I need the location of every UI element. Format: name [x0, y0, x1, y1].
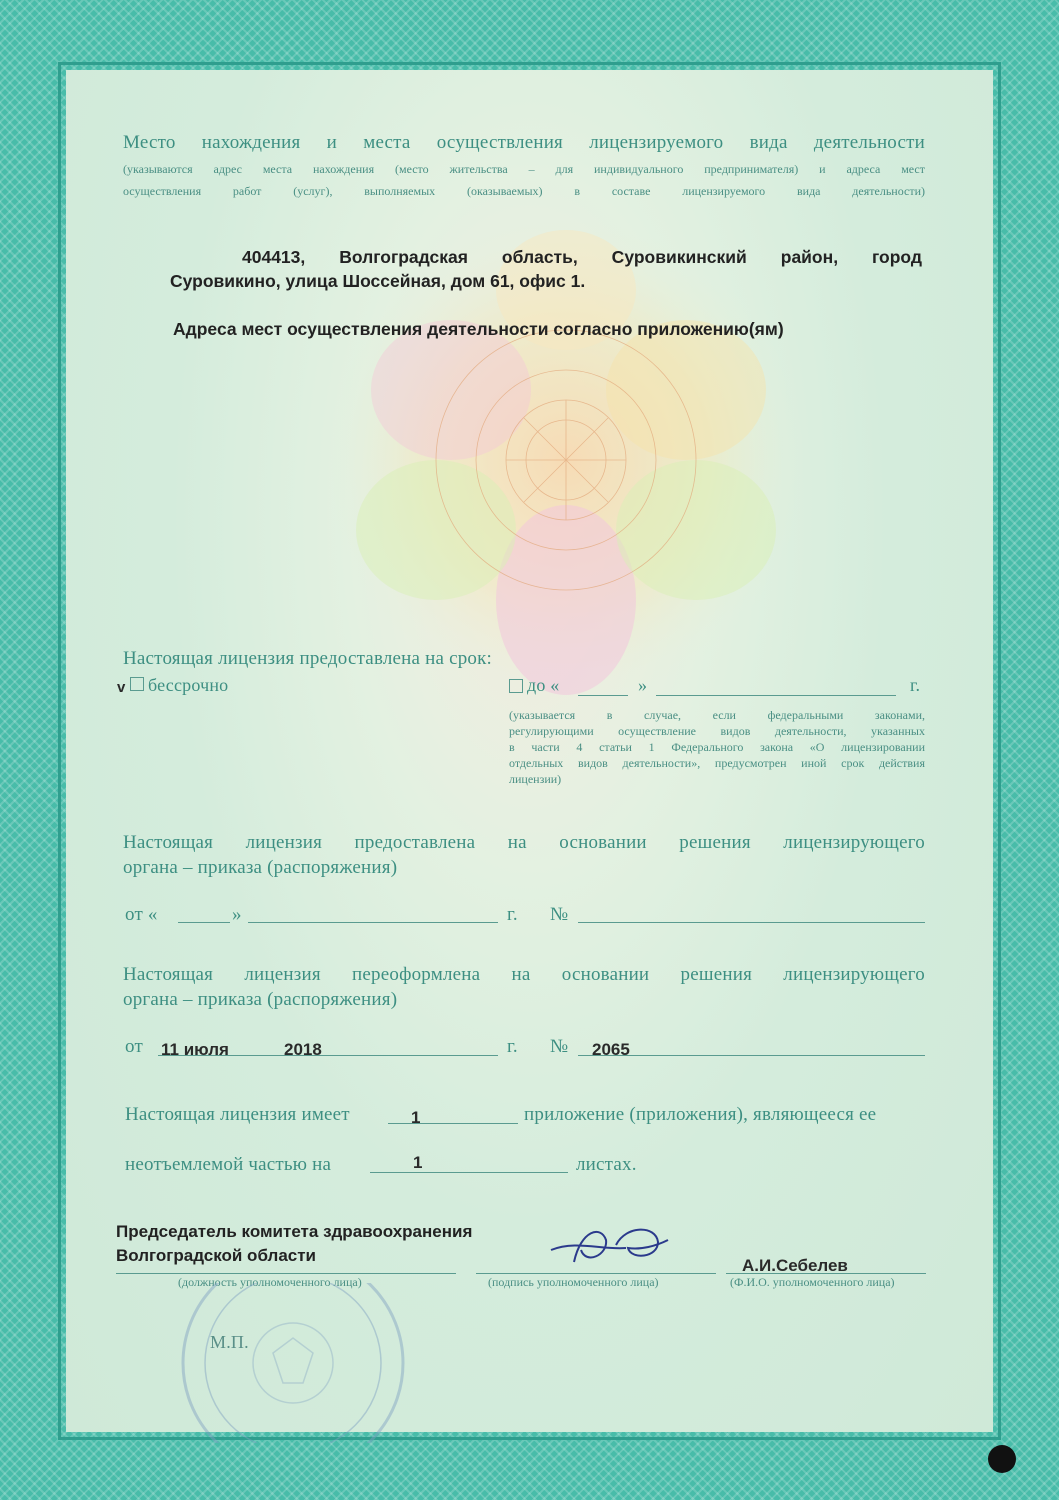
reissued-number-line [578, 1055, 925, 1056]
address-line1: 404413, Волгоградская область, Суровикинский район, город [242, 247, 922, 267]
term-note-line2: регулирующими осуществление видов деятельности, указанных [509, 724, 925, 738]
appendix-line1-prefix: Настоящая лицензия имеет [125, 1104, 350, 1125]
granted-number-line [578, 922, 925, 923]
until-year-suffix: г. [910, 675, 921, 695]
unlimited-check-mark: v [117, 679, 126, 696]
seal-label: М.П. [210, 1332, 249, 1352]
until-prefix: до « [527, 675, 560, 695]
term-note-line4: отдельных видов деятельности», предусмотрен иной срок действия [509, 756, 925, 770]
signature-line [476, 1273, 716, 1274]
position-line [116, 1273, 456, 1274]
signer-position-line2: Волгоградской области [116, 1246, 317, 1265]
signer-position-line1: Председатель комитета здравоохранения [116, 1222, 473, 1241]
reissued-date-value: 11 июля [161, 1040, 229, 1059]
address-line2: Суровикино, улица Шоссейная, дом 61, офис 1. [170, 271, 586, 291]
term-heading: Настоящая лицензия предоставлена на срок: [123, 648, 493, 669]
term-note-line1: (указывается в случае, если федеральными законами, [509, 708, 925, 722]
until-month-line [656, 695, 896, 696]
granted-month-line [248, 922, 498, 923]
signer-name: А.И.Себелев [742, 1256, 848, 1275]
name-line [726, 1273, 926, 1274]
granted-year-suffix: г. [507, 904, 518, 925]
unlimited-checkbox [130, 677, 144, 691]
license-page [66, 70, 993, 1432]
location-note-line2: осуществления работ (услуг), выполняемых (оказываемых) в составе лицензируемого вида деятельности) [123, 184, 925, 198]
reissued-number-value: 2065 [592, 1040, 630, 1059]
caption-name: (Ф.И.О. уполномоченного лица) [730, 1275, 895, 1289]
hole-punch [988, 1445, 1016, 1473]
granted-day-line [178, 922, 230, 923]
appendix-sheets-line [370, 1172, 568, 1173]
granted-from-prefix: от « [125, 904, 158, 925]
until-checkbox [509, 679, 523, 693]
appendix-count: 1 [411, 1108, 421, 1127]
reissued-year-suffix: г. [507, 1036, 518, 1057]
granted-line1: Настоящая лицензия предоставлена на основании решения лицензирующего [123, 832, 925, 853]
official-stamp [178, 1283, 408, 1443]
appendix-line2-suffix: листах. [576, 1154, 637, 1175]
addresses-appendix-note: Адреса мест осуществления деятельности согласно приложению(ям) [173, 319, 784, 339]
reissued-year-value: 2018 [284, 1040, 322, 1059]
term-note-line5: лицензии) [509, 772, 562, 786]
reissued-from-prefix: от [125, 1036, 143, 1057]
term-note-line3: в части 4 статьи 1 Федерального закона «О лицензировании [509, 740, 925, 754]
reissued-line2: органа – приказа (распоряжения) [123, 989, 398, 1010]
appendix-count-line [388, 1123, 518, 1124]
reissued-line1: Настоящая лицензия переоформлена на основании решения лицензирующего [123, 964, 925, 985]
appendix-sheets: 1 [413, 1153, 423, 1172]
appendix-line1-suffix: приложение (приложения), являющееся ее [524, 1104, 877, 1125]
reissued-date-line [158, 1055, 498, 1056]
appendix-line2-prefix: неотъемлемой частью на [125, 1154, 332, 1175]
location-heading: Место нахождения и места осуществления лицензируемого вида деятельности [123, 132, 925, 153]
granted-line2: органа – приказа (распоряжения) [123, 857, 398, 878]
location-note-line1: (указываются адрес места нахождения (место жительства – для индивидуального предпринимателя) и адреса мест [123, 162, 925, 176]
until-day-line [578, 695, 628, 696]
until-quote: » [638, 675, 648, 695]
granted-number-sign: № [550, 904, 569, 925]
reissued-number-sign: № [550, 1036, 569, 1057]
granted-from-quote: » [232, 904, 242, 925]
caption-signature: (подпись уполномоченного лица) [488, 1275, 659, 1289]
handwritten-signature [546, 1220, 676, 1270]
caption-position: (должность уполномоченного лица) [178, 1275, 362, 1289]
unlimited-label: бессрочно [148, 675, 229, 695]
